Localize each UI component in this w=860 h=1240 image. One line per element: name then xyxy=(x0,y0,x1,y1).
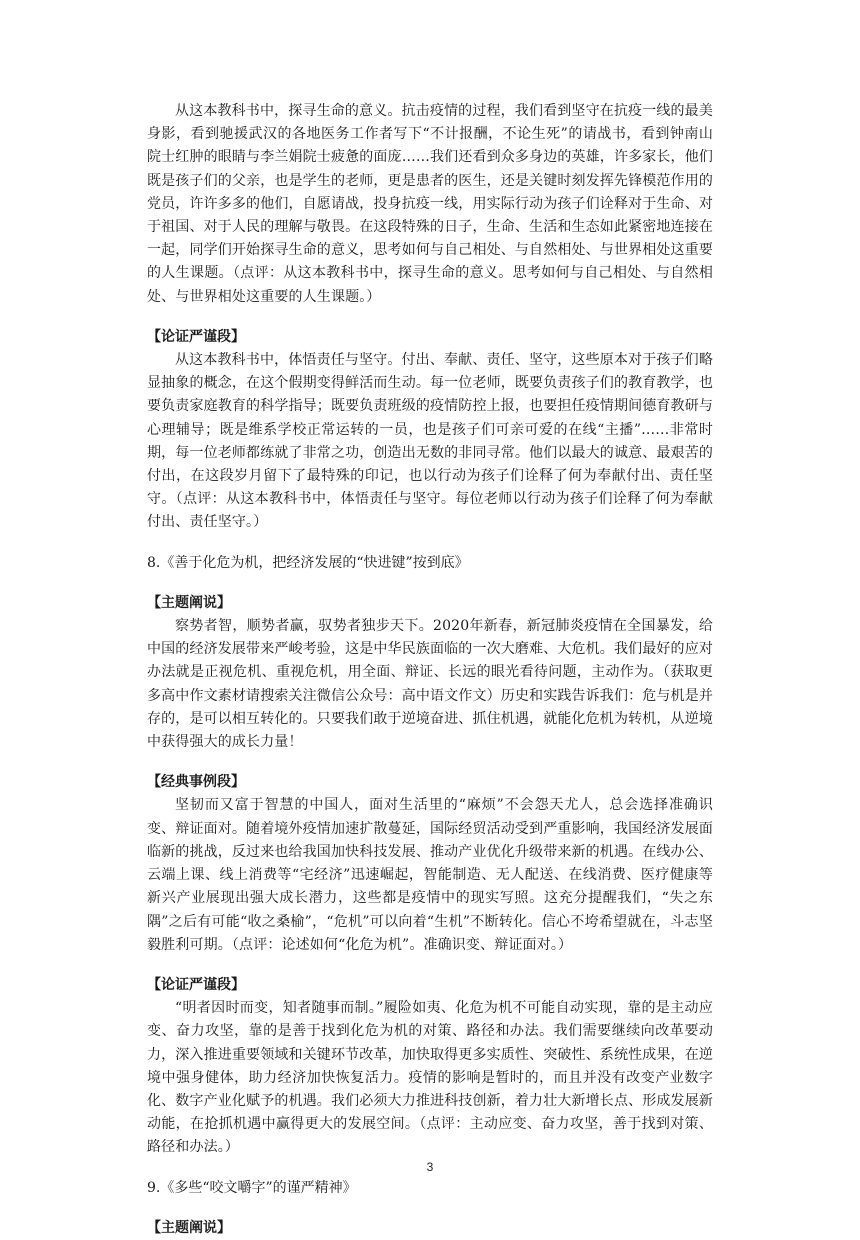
section-heading-theme-2: 【主题阐说】 xyxy=(147,1219,231,1236)
topic-title-9: 9.《多些“咬文嚼字”的谨严精神》 xyxy=(147,1179,357,1196)
page-content xyxy=(147,100,713,1240)
section-heading-rigorous-argument: 【论证严谨段】 xyxy=(147,328,245,345)
page-number: 3 xyxy=(426,1160,434,1174)
paragraph-classic-example: 坚韧而又富于智慧的中国人，面对生活里的“麻烦”不会怨天尤人，总会选择准确识变、辩证面对。随着境外疫情加速扩散蔓延，国际经贸活动受到严重影响，我国经济发展面临新的挑战，反过来也给我国加快科技发展、推动产业优化升级带来新的机遇。在线办公、云端上课、线上消费等“宅经济”迅速崛起，智能制造、无人配送、在线消费、医疗健康等新兴产业展现出强大成长潜力，这些都是疫情中的现实写照。这充分提醒我们，“失之东隅”之后有可能“收之桑榆”，“危机”可以向着“生机”不断转化。信心不垮希望就在，斗志坚毅胜利可期。（点评：论述如何“化危为机”。准确识变、辩证面对。） xyxy=(147,797,713,953)
section-heading-rigorous-argument-2: 【论证严谨段】 xyxy=(147,976,245,993)
section-heading-theme: 【主题阐说】 xyxy=(147,594,231,611)
paragraph-life-meaning: 从这本教科书中，探寻生命的意义。抗击疫情的过程，我们看到坚守在抗疫一线的最美身影，看到驰援武汉的各地医务工作者写下“不计报酬，不论生死”的请战书，看到钟南山院士红肿的眼睛与李兰娟院士疲惫的面庞……我们还看到众多身边的英雄，许多家长，他们既是孩子们的父亲，也是学生的老师，更是患者的医生，还是关键时刻发挥先锋模范作用的党员，许许多多的他们，自愿请战，投身抗疫一线，用实际行动为孩子们诠释对于生命、对于祖国、对于人民的理解与敬畏。在这段特殊的日子，生命、生活和生态如此紧密地连接在一起，同学们开始探寻生命的意义，思考如何与自己相处、与自然相处、与世界相处这重要的人生课题。（点评：从这本教科书中，探寻生命的意义。思考如何与自己相处、与自然相处、与世界相处这重要的人生课题。） xyxy=(147,103,713,305)
paragraph-responsibility: 从这本教科书中，体悟责任与坚守。付出、奉献、责任、坚守，这些原本对于孩子们略显抽象的概念，在这个假期变得鲜活而生动。每一位老师，既要负责孩子们的教育教学，也要负责家庭教育的科学指导；既要负责班级的疫情防控上报，也要担任疫情期间德育教研与心理辅导；既是维系学校正常运转的一员，也是孩子们可亲可爱的在线“主播”……非常时期，每一位老师都练就了非常之功，创造出无数的非同寻常。他们以最大的诚意、最艰苦的付出，在这段岁月留下了最特殊的印记，也以行动为孩子们诠释了何为奉献付出、责任坚守。（点评：从这本教科书中，体悟责任与坚守。每位老师以行动为孩子们诠释了何为奉献付出、责任坚守。） xyxy=(147,352,713,531)
topic-title-8: 8.《善于化危为机，把经济发展的“快进键”按到底》 xyxy=(147,554,469,571)
paragraph-theme-crisis: 察势者智，顺势者赢，驭势者独步天下。2020年新春，新冠肺炎疫情在全国暴发，给中国的经济发展带来严峻考验，这是中华民族面临的一次大磨难、大危机。我们最好的应对办法就是正视危机、重视危机，用全面、辩证、长远的眼光看待问题，主动作为。（获取更多高中作文素材请搜索关注微信公众号：高中语文作文）历史和实践告诉我们：危与机是并存的，是可以相互转化的。只要我们敢于逆境奋进、抓住机遇，就能化危机为转机，从逆境中获得强大的成长力量！ xyxy=(147,618,713,751)
section-heading-classic-example: 【经典事例段】 xyxy=(147,774,245,791)
paragraph-rigorous-argument: “明者因时而变，知者随事而制。”履险如夷、化危为机不可能自动实现，靠的是主动应变、奋力攻坚，靠的是善于找到化危为机的对策、路径和办法。我们需要继续向改革要动力，深入推进重要领域和关键环节改革，加快取得更多实质性、突破性、系统性成果，在逆境中强身健体，助力经济加快恢复活力。疫情的影响是暂时的，而且并没有改变产业数字化、数字产业化赋予的机遇。我们必须大力推进科技创新，着力壮大新增长点、形成发展新动能，在抢抓机遇中赢得更大的发展空间。（点评：主动应变、奋力攻坚，善于找到对策、路径和办法。） xyxy=(147,1000,713,1156)
